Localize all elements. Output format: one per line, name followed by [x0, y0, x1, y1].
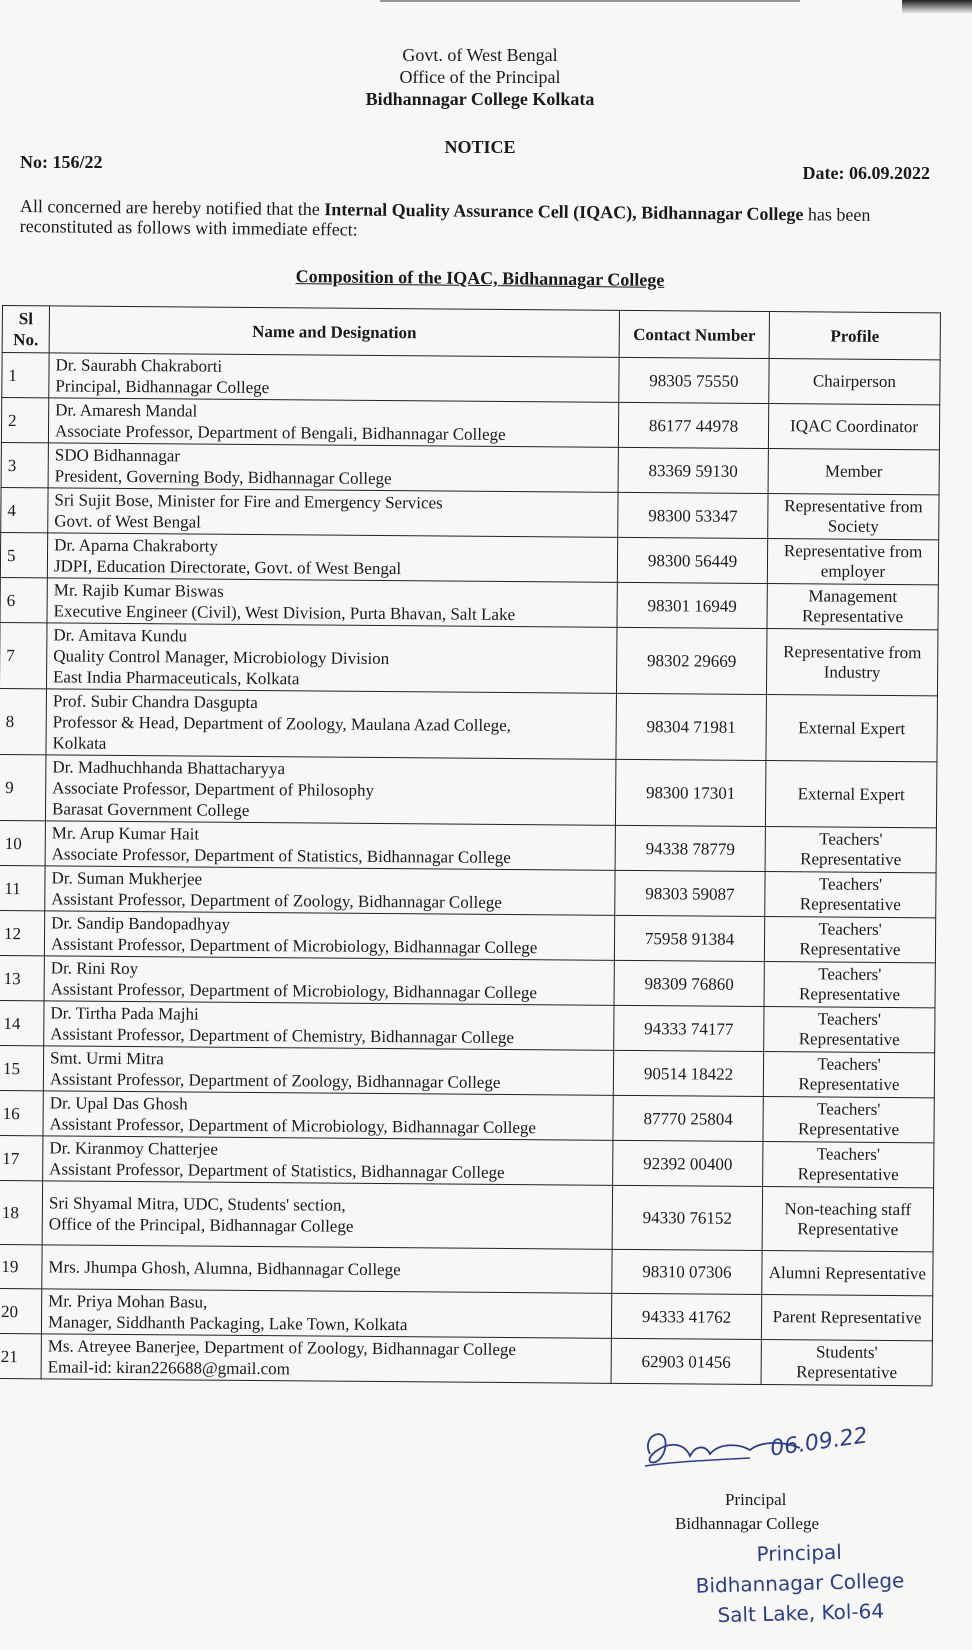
stamp-line-3: Salt Lake, Kol-64	[717, 1598, 885, 1628]
name-line: Barasat Government College	[51, 799, 250, 820]
name-line: Associate Professor, Department of Philosophy	[52, 778, 375, 800]
row-name-designation	[44, 911, 614, 960]
row-profile: Parent Representative	[761, 1294, 932, 1340]
row-name-designation	[48, 443, 618, 492]
row-sl-number: 12	[0, 910, 45, 955]
row-sl-number: 20	[0, 1288, 42, 1333]
row-contact-number: 62903 01456	[611, 1338, 761, 1384]
signatory-title: Principal	[725, 1490, 787, 1509]
name-line: Executive Engineer (Civil), West Division, Purta Bhavan, Salt Lake	[53, 601, 516, 625]
table-row	[0, 577, 938, 629]
row-name-designation	[43, 1091, 613, 1140]
name-line: SDO Bidhannagar	[54, 445, 181, 466]
row-contact-number: 98300 56449	[617, 537, 767, 583]
row-sl-number: 8	[0, 688, 46, 754]
name-line: Ms. Atreyee Banerjee, Department of Zoology, Bidhannagar College	[47, 1336, 517, 1360]
stamp-line-2: Bidhannagar College	[695, 1568, 905, 1598]
header-profile: Profile	[769, 312, 940, 360]
row-sl-number: 19	[0, 1244, 42, 1288]
letterhead	[0, 44, 960, 110]
row-profile: Teachers' Representative	[764, 962, 935, 1008]
scan-corner-shadow	[902, 0, 972, 14]
signature-date: 06.09.22	[768, 1423, 870, 1462]
row-contact-number: 98302 29669	[616, 627, 767, 694]
name-line: Associate Professor, Department of Statistics, Bidhannagar College	[51, 844, 511, 868]
name-line: Dr. Amaresh Mandal	[55, 400, 198, 421]
name-line: Govt. of West Bengal	[54, 511, 201, 532]
row-name-designation	[44, 1001, 614, 1050]
table-row	[0, 1288, 933, 1340]
notice-date: Date: 06.09.2022	[802, 163, 930, 183]
name-line: Email-id: kiran226688@gmail.com	[47, 1357, 291, 1379]
row-profile: Member	[768, 449, 939, 495]
table-row	[0, 532, 938, 584]
header-sl: Sl No.	[2, 306, 49, 353]
table-row	[1, 398, 939, 450]
row-name-designation	[48, 488, 618, 537]
letterhead-office: Office of the Principal	[399, 67, 561, 87]
composition-table	[0, 305, 941, 1386]
name-line: Kolkata	[52, 733, 107, 753]
table-row	[0, 1333, 932, 1385]
row-contact-number: 94338 78779	[615, 825, 765, 871]
name-line: Assistant Professor, Department of Chemistry, Bidhannagar College	[50, 1024, 515, 1048]
name-line: Dr. Amitava Kundu	[53, 625, 188, 646]
row-contact-number: 98303 59087	[615, 870, 765, 916]
notice-title: NOTICE	[444, 137, 516, 157]
office-stamp	[689, 1535, 911, 1631]
row-profile: Chairperson	[769, 359, 940, 405]
name-line: Sri Sujit Bose, Minister for Fire and Emergency Services	[54, 490, 443, 513]
name-line: Quality Control Manager, Microbiology Division	[53, 646, 390, 669]
table-row	[2, 353, 940, 405]
row-profile: Representative from Industry	[766, 629, 938, 696]
row-name-designation	[49, 353, 619, 402]
row-name-designation	[46, 689, 617, 759]
table-row	[0, 1135, 934, 1187]
table-row	[0, 910, 936, 962]
row-profile: Non-teaching staff Representative	[762, 1187, 933, 1252]
name-line: Assistant Professor, Department of Statistics, Bidhannagar College	[49, 1159, 505, 1182]
row-name-designation	[45, 755, 616, 825]
table-row	[0, 955, 935, 1007]
row-sl-number: 2	[1, 398, 48, 443]
notice-body	[20, 196, 935, 246]
row-contact-number: 98300 17301	[615, 759, 766, 826]
name-line: Mrs. Jhumpa Ghosh, Alumna, Bidhannagar College	[48, 1257, 401, 1280]
name-line: Dr. Kiranmoy Chatterjee	[49, 1138, 218, 1159]
stamp-line-1: Principal	[756, 1539, 843, 1567]
row-profile: Teachers' Representative	[764, 917, 935, 963]
row-contact-number: 92392 00400	[613, 1140, 763, 1186]
row-contact-number: 94333 41762	[611, 1293, 761, 1339]
table-row	[1, 487, 939, 539]
name-line: Mr. Arup Kumar Hait	[51, 823, 200, 844]
row-sl-number: 17	[0, 1135, 43, 1180]
row-profile: Management Representative	[767, 584, 938, 630]
row-profile: Teachers' Representative	[763, 1097, 934, 1143]
row-name-designation	[44, 956, 614, 1005]
name-line: JDPI, Education Directorate, Govt. of West Bengal	[53, 556, 402, 579]
table-row	[0, 1244, 933, 1295]
row-name-designation	[46, 623, 617, 693]
row-name-designation	[45, 821, 615, 870]
name-line: Dr. Rini Roy	[50, 958, 139, 979]
body-bold: Internal Quality Assurance Cell (IQAC), Bidhannagar College	[324, 199, 804, 225]
row-contact-number: 94330 76152	[612, 1185, 762, 1250]
scan-edge-line	[380, 0, 800, 2]
row-name-designation	[42, 1245, 612, 1293]
name-line: East India Pharmaceuticals, Kolkata	[53, 667, 300, 689]
header-contact: Contact Number	[619, 310, 769, 358]
row-name-designation	[47, 578, 617, 627]
row-sl-number: 7	[0, 622, 47, 688]
row-sl-number: 10	[0, 820, 45, 865]
row-contact-number: 94333 74177	[614, 1005, 764, 1051]
signature-block	[660, 1423, 960, 1650]
row-contact-number: 83369 59130	[618, 447, 768, 493]
row-profile: Teachers' Representative	[765, 872, 936, 918]
row-profile: External Expert	[766, 695, 938, 762]
row-contact-number: 86177 44978	[618, 402, 768, 448]
name-line: Assistant Professor, Department of Microbiology, Bidhannagar College	[50, 934, 538, 958]
row-contact-number: 87770 25804	[613, 1095, 763, 1141]
row-contact-number: 98301 16949	[617, 582, 767, 628]
name-line: Dr. Saurabh Chakraborti	[55, 355, 223, 376]
row-name-designation	[41, 1334, 611, 1383]
row-contact-number: 98309 76860	[614, 960, 764, 1006]
row-sl-number: 15	[0, 1045, 44, 1090]
row-profile: IQAC Coordinator	[768, 404, 939, 450]
table-row	[0, 754, 937, 827]
name-line: Dr. Suman Mukherjee	[51, 868, 203, 889]
table-row	[0, 820, 936, 872]
row-sl-number: 13	[0, 955, 44, 1000]
table-row	[1, 442, 939, 494]
letterhead-govt: Govt. of West Bengal	[402, 45, 558, 65]
row-name-designation	[43, 1046, 613, 1095]
row-sl-number: 1	[2, 353, 49, 398]
row-profile: Representative from employer	[767, 539, 938, 585]
letterhead-college: Bidhannagar College Kolkata	[365, 89, 595, 109]
table-row	[0, 1180, 934, 1251]
name-line: Sri Shyamal Mitra, UDC, Students' section,	[48, 1192, 346, 1215]
row-sl-number: 16	[0, 1090, 43, 1135]
row-name-designation	[43, 1136, 613, 1185]
row-profile: Teachers' Representative	[764, 1007, 935, 1053]
row-contact-number: 90514 18422	[613, 1050, 763, 1096]
name-line: Dr. Aparna Chakraborty	[54, 535, 219, 556]
name-line: Prof. Subir Chandra Dasgupta	[52, 691, 258, 713]
name-line: Assistant Professor, Department of Microbiology, Bidhannagar College	[50, 979, 538, 1003]
name-line: Mr. Rajib Kumar Biswas	[53, 580, 224, 601]
row-sl-number: 4	[1, 487, 48, 532]
table-row	[0, 1000, 935, 1052]
row-profile: Teachers' Representative	[763, 1052, 934, 1098]
row-contact-number: 98300 53347	[618, 492, 768, 538]
name-line: President, Governing Body, Bidhannagar College	[54, 466, 392, 489]
notice-number: No: 156/22	[20, 152, 103, 172]
table-row	[0, 1090, 934, 1142]
row-profile: Representative from Society	[768, 494, 939, 540]
row-name-designation	[45, 866, 615, 915]
row-profile: Teachers' Representative	[765, 827, 936, 873]
row-sl-number: 18	[0, 1180, 43, 1244]
row-sl-number: 14	[0, 1000, 44, 1045]
table-header-row	[2, 306, 940, 360]
name-line: Dr. Tirtha Pada Majhi	[50, 1003, 199, 1024]
name-line: Dr. Madhuchhanda Bhattacharyya	[52, 757, 286, 779]
name-line: Associate Professor, Department of Bengali, Bidhannagar College	[54, 421, 506, 444]
name-line: Dr. Sandip Bandopadhyay	[51, 913, 231, 934]
name-line: Professor & Head, Department of Zoology, Maulana Azad College,	[52, 712, 512, 736]
header-name: Name and Designation	[49, 306, 619, 357]
row-sl-number: 11	[0, 865, 45, 910]
name-line: Mr. Priya Mohan Basu,	[48, 1291, 208, 1312]
row-contact-number: 98310 07306	[612, 1249, 762, 1294]
name-line: Office of the Principal, Bidhannagar College	[48, 1213, 354, 1236]
row-contact-number: 98304 71981	[616, 693, 767, 760]
name-line: Smt. Urmi Mitra	[50, 1048, 164, 1069]
row-name-designation	[48, 398, 618, 447]
table-row	[0, 688, 937, 761]
table-row	[0, 1045, 935, 1097]
row-contact-number: 75958 91384	[614, 915, 764, 961]
row-profile: Alumni Representative	[762, 1250, 933, 1295]
name-line: Assistant Professor, Department of Microbiology, Bidhannagar College	[49, 1114, 537, 1138]
table-row	[0, 622, 938, 695]
body-intro: All concerned are hereby notified that the	[19, 196, 325, 220]
name-line: Assistant Professor, Department of Zoology, Bidhannagar College	[49, 1069, 501, 1092]
composition-table-wrap	[0, 305, 940, 1386]
row-sl-number: 3	[1, 442, 48, 487]
name-line: Assistant Professor, Department of Zoology, Bidhannagar College	[51, 889, 502, 912]
row-name-designation	[41, 1289, 611, 1338]
row-contact-number: 98305 75550	[619, 357, 769, 403]
row-profile: External Expert	[765, 761, 937, 828]
name-line: Manager, Siddhanth Packaging, Lake Town, Kolkata	[47, 1312, 408, 1335]
composition-title: Composition of the IQAC, Bidhannagar College	[295, 266, 665, 290]
row-name-designation	[42, 1181, 612, 1249]
row-sl-number: 5	[0, 532, 47, 577]
name-line: Dr. Upal Das Ghosh	[49, 1093, 188, 1114]
name-line: Principal, Bidhannagar College	[55, 376, 270, 398]
table-row	[0, 865, 936, 917]
row-name-designation	[47, 533, 617, 582]
row-profile: Students' Representative	[761, 1339, 932, 1385]
body-outro: has been reconstituted as follows with immediate effect:	[19, 204, 871, 240]
row-sl-number: 6	[0, 577, 47, 622]
row-profile: Teachers' Representative	[763, 1142, 934, 1188]
row-sl-number: 9	[0, 754, 46, 820]
signatory-college: Bidhannagar College	[675, 1514, 819, 1533]
row-sl-number: 21	[0, 1333, 41, 1378]
